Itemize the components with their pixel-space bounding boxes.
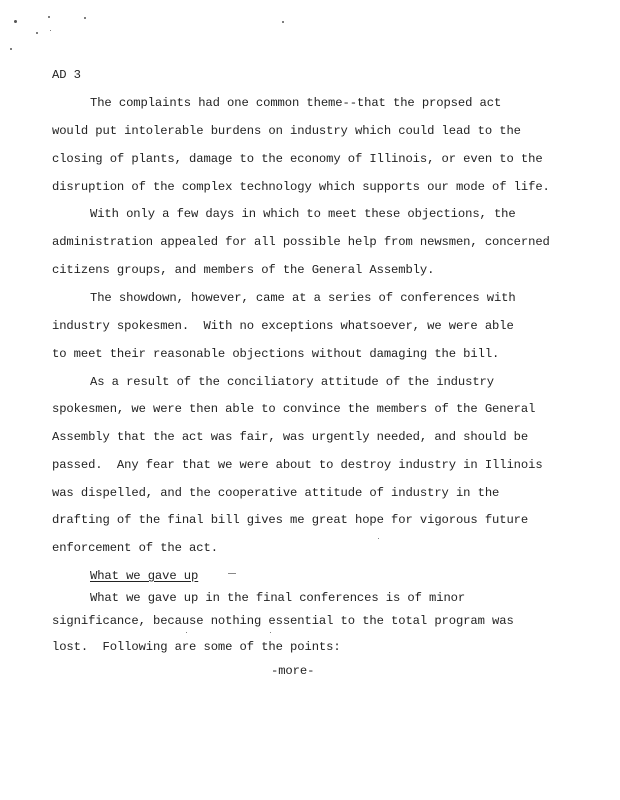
scan-speck [10, 48, 12, 50]
scan-speck [84, 17, 86, 19]
text-line: to meet their reasonable objections without damaging the bill. [52, 347, 500, 361]
text-line: citizens groups, and members of the General Assembly. [52, 263, 435, 277]
text-line: As a result of the conciliatory attitude of the industry [90, 375, 494, 389]
scan-speck [50, 30, 51, 31]
text-line: Assembly that the act was fair, was urgently needed, and should be [52, 430, 529, 444]
text-line: industry spokesmen. With no exceptions whatsoever, we were able [52, 319, 514, 333]
scan-speck [186, 632, 187, 633]
text-line: With only a few days in which to meet these objections, the [90, 207, 516, 221]
text-line: What we gave up in the final conferences is of minor [90, 591, 466, 605]
text-line: passed. Any fear that we were about to destroy industry in Illinois [52, 458, 543, 472]
scan-speck [270, 632, 271, 633]
text-line: spokesmen, we were then able to convince the members of the General [52, 402, 536, 416]
text-line: significance, because nothing essential to the total program was [52, 614, 514, 628]
text-line: lost. Following are some of the points: [52, 640, 341, 654]
text-line: drafting of the final bill gives me great hope for vigorous future [52, 513, 529, 527]
text-line: The showdown, however, came at a series of conferences with [90, 291, 516, 305]
scan-speck [48, 16, 50, 18]
scan-speck [378, 538, 379, 539]
page-tag: AD 3 [52, 68, 81, 82]
text-line: would put intolerable burdens on industry which could lead to the [52, 124, 521, 138]
scan-speck [14, 20, 17, 23]
section-heading: What we gave up [90, 569, 199, 583]
text-line: closing of plants, damage to the economy of Illinois, or even to the [52, 152, 543, 166]
continuation-marker: -more- [271, 664, 315, 678]
scan-mark [228, 573, 236, 574]
text-line: disruption of the complex technology which supports our mode of life. [52, 180, 550, 194]
scan-speck [36, 32, 38, 34]
text-line: was dispelled, and the cooperative attitude of industry in the [52, 486, 500, 500]
text-line: The complaints had one common theme--that the propsed act [90, 96, 502, 110]
scan-speck [282, 21, 284, 23]
text-line: enforcement of the act. [52, 541, 218, 555]
text-line: administration appealed for all possible help from newsmen, concerned [52, 235, 550, 249]
